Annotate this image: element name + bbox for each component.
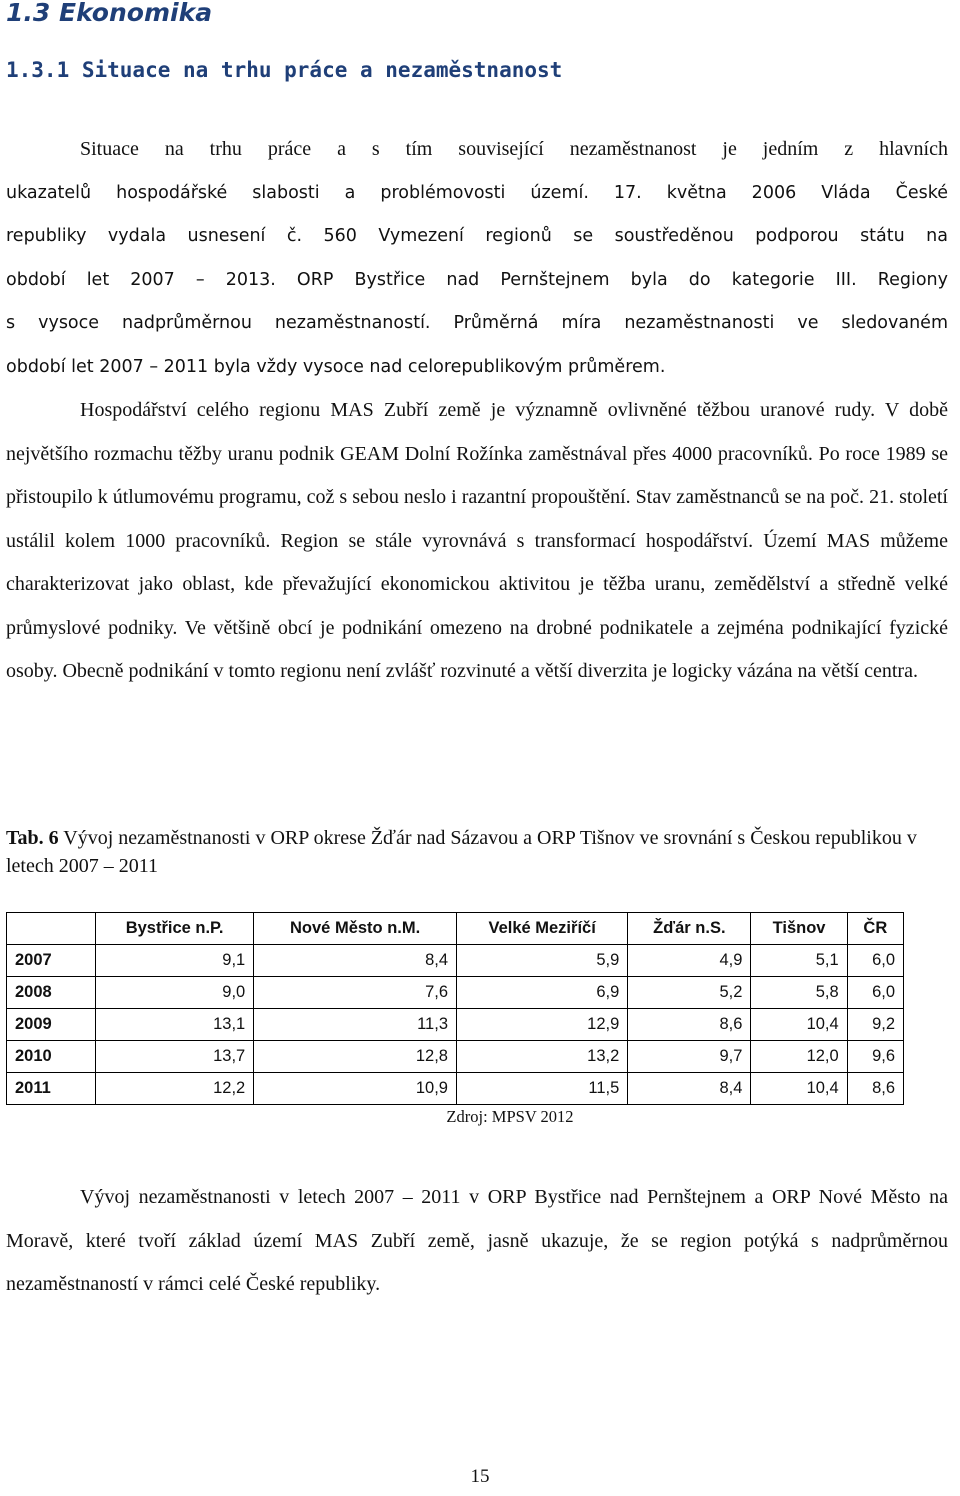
table-cell: 9,1 (96, 945, 254, 977)
table-row (7, 945, 904, 977)
table-cell: 6,0 (847, 945, 903, 977)
table-cell: 9,6 (847, 1041, 903, 1073)
table-cell: 13,1 (96, 1009, 254, 1041)
table-cell: 10,4 (751, 1009, 847, 1041)
table-cell: 13,7 (96, 1041, 254, 1073)
table-cell-year: 2009 (7, 1009, 96, 1041)
table-row (7, 1041, 904, 1073)
table-cell: 12,0 (751, 1041, 847, 1073)
table-cell: 12,9 (457, 1009, 628, 1041)
table-cell: 12,2 (96, 1073, 254, 1105)
table-cell: 9,2 (847, 1009, 903, 1041)
table-cell: 7,6 (254, 977, 457, 1009)
table-cell: 9,0 (96, 977, 254, 1009)
table-cell: 4,9 (628, 945, 751, 977)
table-row (7, 977, 904, 1009)
table-caption (6, 824, 948, 880)
table-source: Zdroj: MPSV 2012 (446, 1107, 574, 1126)
table-cell-year: 2011 (7, 1073, 96, 1105)
paragraph-line: období let 2007 – 2013. ORP Bystřice nad Pernštejnem byla do kategorie III. Regiony (6, 269, 948, 290)
table-cell: 10,4 (751, 1073, 847, 1105)
table-cell: 8,6 (847, 1073, 903, 1105)
table-row (7, 1009, 904, 1041)
section-heading: 1.3 Ekonomika (6, 0, 213, 27)
table-header-cell: Nové Město n.M. (254, 913, 457, 945)
paragraph-labour-market (6, 128, 948, 389)
table-caption-label: Tab. 6 (6, 827, 59, 849)
table-cell: 11,3 (254, 1009, 457, 1041)
paragraph-line: období let 2007 – 2011 byla vždy vysoce nad celorepublikovým průměrem. (6, 356, 666, 377)
table-cell: 6,9 (457, 977, 628, 1009)
table-cell: 8,4 (628, 1073, 751, 1105)
table-cell: 11,5 (457, 1073, 628, 1105)
page-number: 15 (470, 1466, 490, 1487)
subsection-heading: 1.3.1 Situace na trhu práce a nezaměstnanost (6, 58, 563, 82)
unemployment-table (6, 912, 904, 1105)
table-cell: 8,4 (254, 945, 457, 977)
paragraph-line: Situace na trhu práce a s tím související nezaměstnanost je jedním z hlavních (80, 138, 948, 160)
table-cell: 13,2 (457, 1041, 628, 1073)
table-cell: 5,8 (751, 977, 847, 1009)
paragraph-conclusion: Vývoj nezaměstnanosti v letech 2007 – 2011 v ORP Bystřice nad Pernštejnem a ORP Nové Město na Moravě, které tvoří základ území MAS Zubří země, jasně ukazuje, že se region potýká s nadprůměrnou nezaměstnaností v rámci celé České republiky. (6, 1186, 948, 1295)
paragraph-line: ukazatelů hospodářské slabosti a problémovosti území. 17. května 2006 Vláda České (6, 182, 948, 203)
paragraph-line: republiky vydala usnesení č. 560 Vymezení regionů se soustředěnou podporou státu na (6, 226, 948, 246)
table-header-cell (7, 913, 96, 945)
table-cell: 10,9 (254, 1073, 457, 1105)
table-cell-year: 2007 (7, 945, 96, 977)
table-header-cell: Tišnov (751, 913, 847, 945)
table-header-row (7, 913, 904, 945)
table-caption-text: Vývoj nezaměstnanosti v ORP okrese Žďár nad Sázavou a ORP Tišnov ve srovnání s Českou republikou v letech 2007 – 2011 (6, 827, 917, 877)
table-header-cell: Žďár n.S. (628, 913, 751, 945)
table-header-cell: Velké Meziříčí (457, 913, 628, 945)
table-cell: 8,6 (628, 1009, 751, 1041)
table-cell: 5,2 (628, 977, 751, 1009)
table-row (7, 1073, 904, 1105)
table-cell-year: 2008 (7, 977, 96, 1009)
table-cell: 12,8 (254, 1041, 457, 1073)
table-cell: 6,0 (847, 977, 903, 1009)
table-cell: 5,9 (457, 945, 628, 977)
table-cell: 5,1 (751, 945, 847, 977)
table-cell: 9,7 (628, 1041, 751, 1073)
table-header-cell: ČR (847, 913, 903, 945)
paragraph-line: s vysoce nadprůměrnou nezaměstnaností. Průměrná míra nezaměstnanosti ve sledovaném (6, 313, 948, 333)
table-header-cell: Bystřice n.P. (96, 913, 254, 945)
table-cell-year: 2010 (7, 1041, 96, 1073)
paragraph-economy: Hospodářství celého regionu MAS Zubří země je významně ovlivněné těžbou uranové rudy. V době největšího rozmachu těžby uranu podnik GEAM Dolní Rožínka zaměstnával přes 4000 pracovníků. Po roce 1989 se přistoupilo k útlumovému programu, což s sebou neslo i razantní propouštění. Stav zaměstnanců se na poč. 21. století ustálil kolem 1000 pracovníků. Region se stále vyrovnává s transformací hospodářství. Území MAS můžeme charakterizovat jako oblast, kde převažující ekonomickou aktivitou je těžba uranu, zemědělství a středně velké průmyslové podniky. Ve většině obcí je podnikání omezeno na drobné podnikatele a zejména podnikající fyzické osoby. Obecně podnikání v tomto regionu není zvlášť rozvinuté a větší diverzita je logicky vázána na větší centra. (6, 399, 948, 682)
